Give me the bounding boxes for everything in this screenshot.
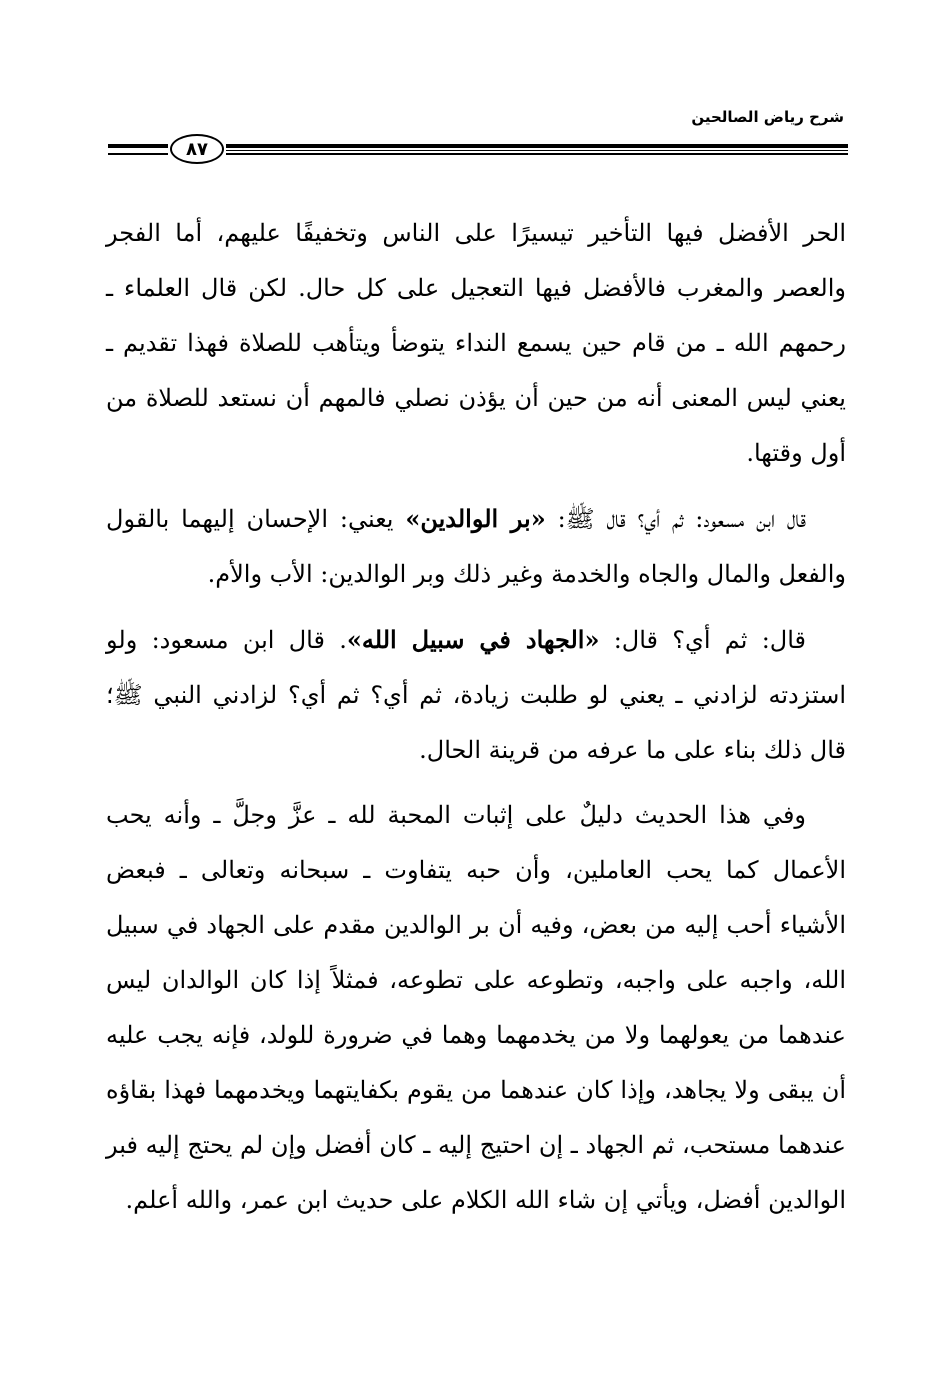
hadith-quote: «بر الوالدين»	[405, 504, 546, 533]
paragraph-text: قال: ثم أي؟ قال:	[599, 626, 806, 654]
page-number: ٨٧	[186, 138, 208, 160]
paragraph-2	[106, 491, 846, 602]
page-number-oval	[170, 134, 224, 164]
paragraph-text: وفي هذا الحديث دليلٌ على إثبات المحبة لله ـ عزَّ وجلَّ ـ وأنه يحب الأعمال كما يحب العاملين، وأن حبه يتفاوت ـ سبحانه وتعالى ـ فبعض الأشياء أحب إليه من بعض، وفيه أن بر الوالدين مقدم على الجهاد في سبيل الله، واجبه على واجبه، وتطوعه على تطوعه، فمثلاً إذا كان الوالدان ليس عندهما من يعولهما ولا من يخدمهما وهما في ضرورة للولد، فإنه يجب عليه أن يبقى ولا يجاهد، وإذا كان عندهما من يقوم بكفايتهما ويخدمهما فهذا بقاؤه عندهما مستحب، ثم الجهاد ـ إن احتيج إليه ـ كان أفضل وإن لم يحتج إليه فبر الوالدين أفضل، ويأتي إن شاء الله الكلام على حديث ابن عمر، والله أعلم.	[106, 801, 846, 1214]
paragraph-text: . قال ابن مسعود: ولو استزدته لزادني ـ يعني لو طلبت زيادة، ثم أي؟ ثم أي؟ لزادني النبي ﷺ؛ قال ذلك بناء على ما عرفه من قرينة الحال.	[106, 626, 846, 764]
paragraph-text: قال ابن مسعود: ثم أي؟ قال ﷺ:	[545, 505, 806, 533]
paragraph-4	[106, 788, 846, 1228]
hadith-quote: «الجهاد في سبيل الله»	[346, 625, 600, 654]
page-header	[108, 104, 848, 174]
paragraph-3	[106, 612, 846, 778]
running-head-title: شرح رياض الصالحين	[691, 108, 844, 126]
paragraph-text: الحر الأفضل فيها التأخير تيسيرًا على الناس وتخفيفًا عليهم، أما الفجر والعصر والمغرب فالأفضل فيها التعجيل على كل حال. لكن قال العلماء ـ رحمهم الله ـ من قام حين يسمع النداء يتوضأ ويتأهب للصلاة فهذا تقديم ـ يعني ليس المعنى أنه من حين أن يؤذن نصلي فالمهم أن نستعد للصلاة من أول وقتها.	[106, 219, 846, 467]
body-text	[106, 206, 846, 1238]
header-rule-left	[108, 144, 168, 155]
paragraph-text: يعني: الإحسان إليهما بالقول والفعل والمال والجاه والخدمة وغير ذلك وبر الوالدين: الأب والأم.	[106, 505, 846, 588]
header-rule-right	[226, 144, 848, 155]
paragraph-1	[106, 206, 846, 481]
